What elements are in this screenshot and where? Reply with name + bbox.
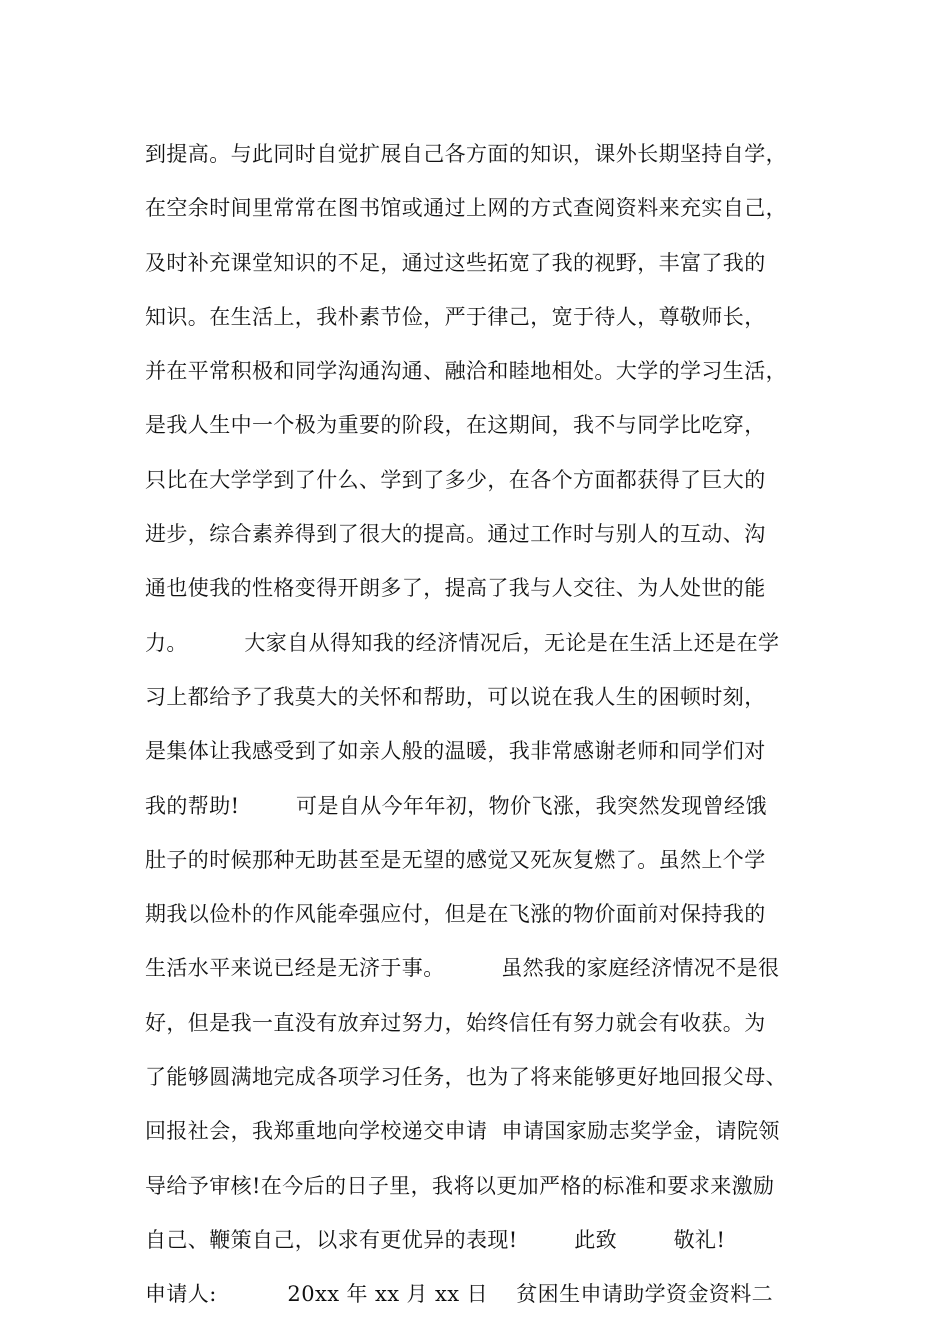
text-line: 到提高。与此同时自觉扩展自己各方面的知识，课外长期坚持自学， bbox=[145, 142, 787, 166]
text-line: 习上都给予了我莫大的关怀和帮助，可以说在我人生的困顿时刻， bbox=[145, 684, 766, 709]
text-line: 生活水平来说已经是无济于事。 虽然我的家庭经济情况不是很 bbox=[145, 956, 780, 981]
text-line: 力。 大家自从得知我的经济情况后，无论是在生活上还是在学 bbox=[145, 630, 780, 655]
text-line: 是我人生中一个极为重要的阶段，在这期间，我不与同学比吃穿， bbox=[145, 413, 766, 438]
text-line: 只比在大学学到了什么、学到了多少，在各个方面都获得了巨大的 bbox=[145, 467, 766, 492]
document-body bbox=[145, 127, 835, 1322]
text-line: 并在平常积极和同学沟通沟通、融洽和睦地相处。大学的学习生活， bbox=[145, 359, 787, 384]
text-line: 是集体让我感受到了如亲人般的温暖，我非常感谢老师和同学们对 bbox=[145, 739, 766, 764]
text-line: 肚子的时候那种无助甚至是无望的感觉又死灰复燃了。虽然上个学 bbox=[145, 847, 766, 872]
text-line: 在空余时间里常常在图书馆或通过上网的方式查阅资料来充实自己， bbox=[145, 196, 787, 221]
text-line: 了能够圆满地完成各项学习任务，也为了将来能够更好地回报父母、 bbox=[145, 1065, 787, 1090]
text-line: 回报社会，我郑重地向学校递交申请 申请国家励志奖学金，请院领 bbox=[145, 1119, 780, 1144]
text-line: 我的帮助! 可是自从今年年初，物价飞涨，我突然发现曾经饿 bbox=[145, 793, 767, 818]
text-line: 知识。在生活上，我朴素节俭，严于律己，宽于待人，尊敬师长， bbox=[145, 304, 766, 329]
signature-line: 申请人: 20xx 年 xx 月 xx 日 贫困生申请助学资金资料二 bbox=[145, 1282, 774, 1307]
text-line: 好，但是我一直没有放弃过努力，始终信任有努力就会有收获。为 bbox=[145, 1010, 766, 1035]
text-line: 期我以俭朴的作风能牵强应付，但是在飞涨的物价面前对保持我的 bbox=[145, 902, 766, 927]
text-line: 进步，综合素养得到了很大的提高。通过工作时与别人的互动、沟 bbox=[145, 522, 766, 547]
text-line: 自己、鞭策自己，以求有更优异的表现! 此致 敬礼! bbox=[145, 1227, 726, 1252]
text-line: 通也使我的性格变得开朗多了，提高了我与人交往、为人处世的能 bbox=[145, 576, 766, 601]
text-line: 导给予审核!在今后的日子里，我将以更加严格的标准和要求来激励 bbox=[145, 1173, 775, 1198]
text-line: 及时补充课堂知识的不足，通过这些拓宽了我的视野，丰富了我的 bbox=[145, 250, 766, 275]
